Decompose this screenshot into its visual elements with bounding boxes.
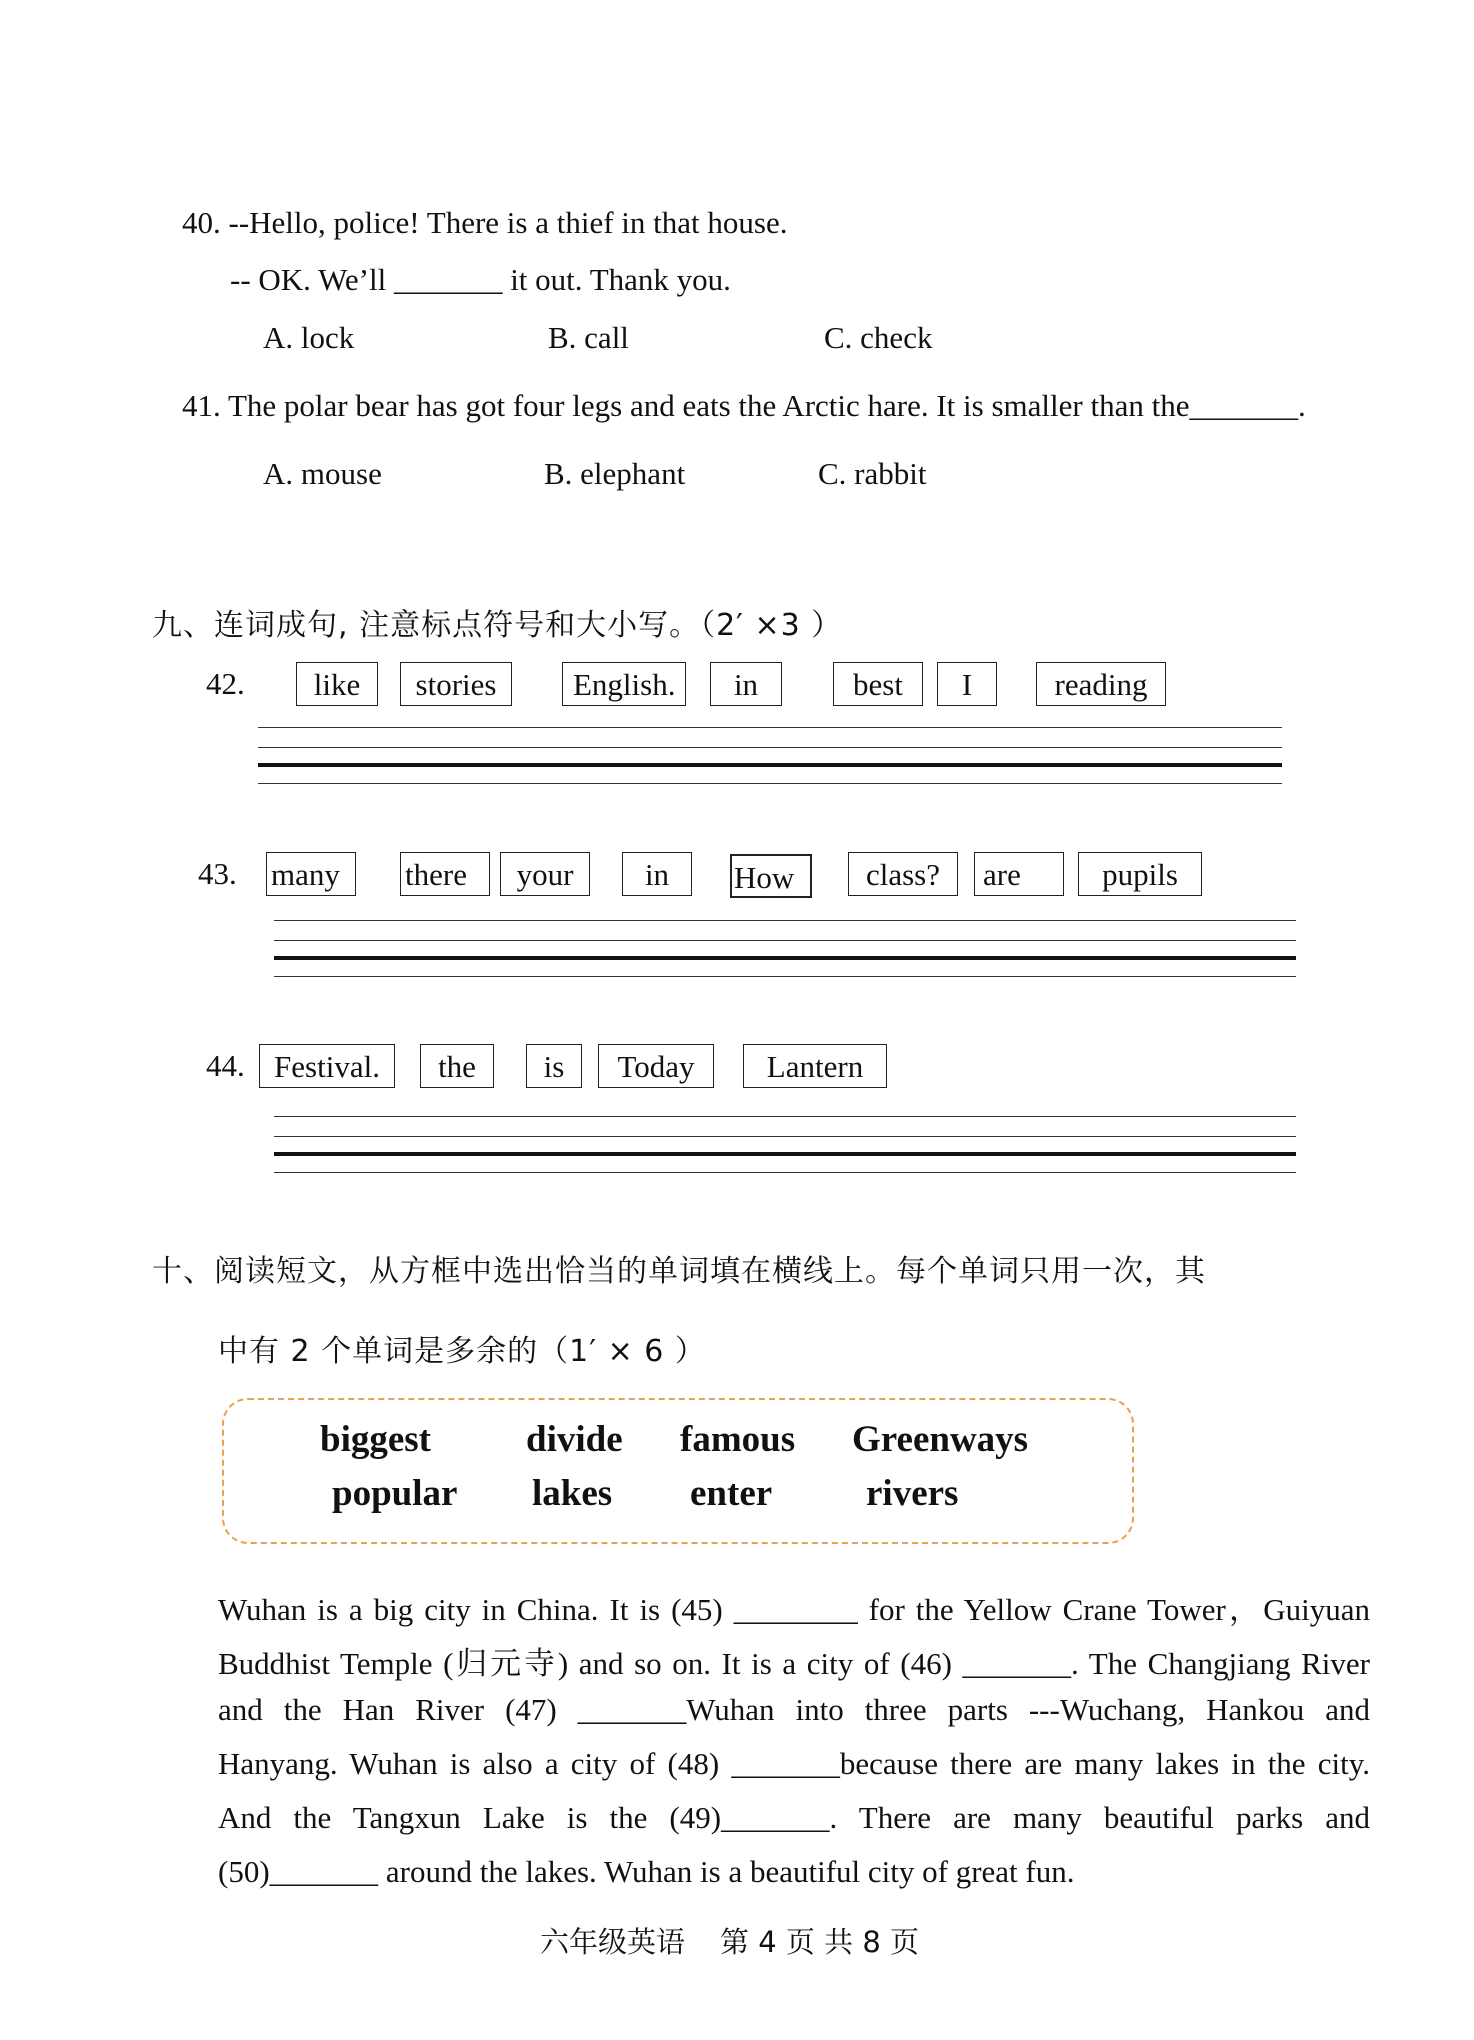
q42-word-box: English. bbox=[562, 662, 686, 706]
q41-option-c: C. rabbit bbox=[818, 456, 927, 491]
q41-option-a: A. mouse bbox=[263, 456, 382, 491]
q44-answer-line bbox=[274, 1172, 1296, 1173]
passage-line: and the Han River (47) _______Wuhan into three parts ---Wuchang, Hankou and bbox=[218, 1692, 1370, 1727]
q42-word-box: I bbox=[937, 662, 997, 706]
q43-number: 43. bbox=[198, 856, 237, 891]
q43-answer-line bbox=[274, 976, 1296, 977]
q43-word-box: there bbox=[400, 852, 490, 896]
q40-line1: 40. --Hello, police! There is a thief in that house. bbox=[182, 205, 788, 240]
q43-answer-line bbox=[274, 920, 1296, 921]
q44-answer-line bbox=[274, 1136, 1296, 1137]
q43-answer-line bbox=[274, 940, 1296, 941]
q43-word-box: many bbox=[266, 852, 356, 896]
q42-answer-line bbox=[258, 727, 1282, 728]
q43-word-box: class? bbox=[848, 852, 958, 896]
word-bank-word: popular bbox=[332, 1473, 458, 1514]
passage-line: (50)_______ around the lakes. Wuhan is a beautiful city of great fun. bbox=[218, 1854, 1075, 1889]
section10-heading-line1: 十、阅读短文，从方框中选出恰当的单词填在横线上。每个单词只用一次，其 bbox=[152, 1254, 1206, 1289]
word-bank-word: famous bbox=[680, 1419, 796, 1460]
passage-line: Buddhist Temple (归元寺) and so on. It is a city of (46) _______. The Changjiang River bbox=[218, 1646, 1370, 1681]
q42-number: 42. bbox=[206, 666, 245, 701]
word-bank-word: divide bbox=[526, 1419, 623, 1460]
passage-line: Hanyang. Wuhan is also a city of (48) _______because there are many lakes in the city. bbox=[218, 1746, 1370, 1781]
q44-number: 44. bbox=[206, 1048, 245, 1083]
footer-subject: 六年级英语 bbox=[540, 1925, 686, 1959]
section9-heading: 九、连词成句, 注意标点符号和大小写。（2′ ×3 ） bbox=[152, 608, 843, 643]
q42-answer-line bbox=[258, 747, 1282, 748]
passage-line: And the Tangxun Lake is the (49)_______. There are many beautiful parks and bbox=[218, 1800, 1370, 1835]
q43-answer-line bbox=[274, 956, 1296, 960]
q40-line2: -- OK. We’ll _______ it out. Thank you. bbox=[230, 262, 731, 297]
q44-word-box: Today bbox=[598, 1044, 714, 1088]
footer-page-info: 第 4 页 共 8 页 bbox=[720, 1925, 919, 1959]
q41-line1: 41. The polar bear has got four legs and eats the Arctic hare. It is smaller than the_______. bbox=[182, 388, 1306, 423]
word-bank-word: rivers bbox=[866, 1473, 959, 1514]
passage-line: Wuhan is a big city in China. It is (45) ________ for the Yellow Crane Tower，Guiyuan bbox=[218, 1592, 1370, 1627]
q40-option-b: B. call bbox=[548, 320, 629, 355]
q42-answer-line bbox=[258, 763, 1282, 767]
q43-word-box: in bbox=[622, 852, 692, 896]
q40-option-a: A. lock bbox=[263, 320, 355, 355]
q42-word-box: best bbox=[833, 662, 923, 706]
q42-word-box: reading bbox=[1036, 662, 1166, 706]
q43-word-box: your bbox=[500, 852, 590, 896]
q44-answer-line bbox=[274, 1152, 1296, 1156]
q43-word-box: pupils bbox=[1078, 852, 1202, 896]
word-bank-word: lakes bbox=[532, 1473, 613, 1514]
q43-word-box: How bbox=[730, 854, 812, 898]
q44-word-box: the bbox=[420, 1044, 494, 1088]
word-bank-word: biggest bbox=[320, 1419, 431, 1460]
q42-word-box: stories bbox=[400, 662, 512, 706]
q44-answer-line bbox=[274, 1116, 1296, 1117]
q44-word-box: Lantern bbox=[743, 1044, 887, 1088]
q42-answer-line bbox=[258, 783, 1282, 784]
q42-word-box: in bbox=[710, 662, 782, 706]
q41-option-b: B. elephant bbox=[544, 456, 686, 491]
word-bank-word: enter bbox=[690, 1473, 773, 1514]
section10-heading-line2: 中有 2 个单词是多余的（1′ × 6 ） bbox=[218, 1334, 706, 1369]
q43-word-box: are bbox=[974, 852, 1064, 896]
q44-word-box: is bbox=[526, 1044, 582, 1088]
word-bank-word: Greenways bbox=[852, 1419, 1029, 1460]
q40-option-c: C. check bbox=[824, 320, 933, 355]
q44-word-box: Festival. bbox=[259, 1044, 395, 1088]
q42-word-box: like bbox=[296, 662, 378, 706]
